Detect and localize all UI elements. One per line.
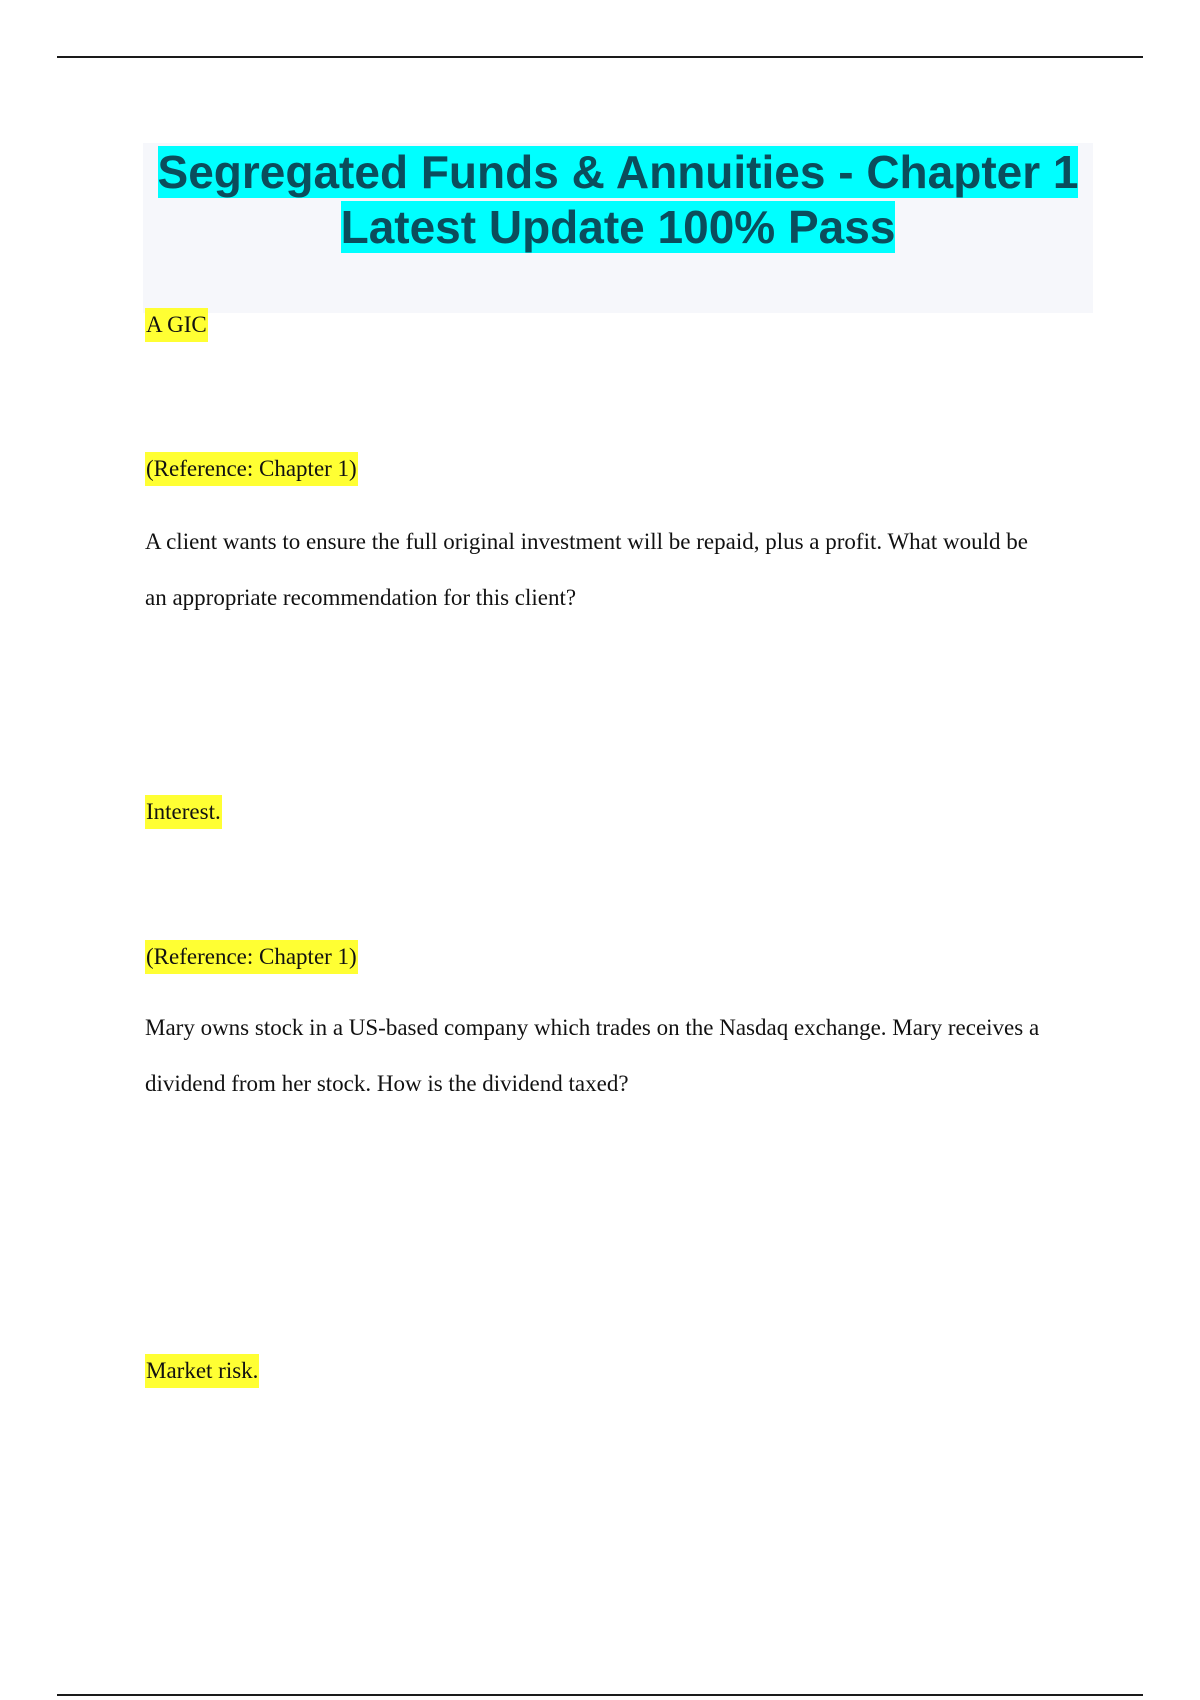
reference-chapter-1: (Reference: Chapter 1)	[145, 452, 358, 486]
answer-a-gic: A GIC	[145, 308, 208, 342]
footer-rule	[57, 1694, 1143, 1696]
answer-market-risk: Market risk.	[145, 1354, 259, 1388]
question-paragraph	[145, 1000, 1095, 1112]
answer-interest: Interest.	[145, 795, 222, 829]
reference-chapter-1: (Reference: Chapter 1)	[145, 940, 358, 974]
header-rule	[57, 56, 1143, 58]
question-line: A client wants to ensure the full original investment will be repaid, plus a profit. What would be	[145, 529, 1028, 554]
question-line: dividend from her stock. How is the dividend taxed?	[145, 1071, 629, 1096]
title-text: Segregated Funds & Annuities - Chapter 1 Latest Update 100% Pass	[157, 146, 1079, 253]
question-line: Mary owns stock in a US-based company which trades on the Nasdaq exchange. Mary receives a	[145, 1015, 1040, 1040]
document-title	[143, 145, 1093, 255]
question-paragraph	[145, 514, 1095, 626]
question-line: an appropriate recommendation for this client?	[145, 585, 577, 610]
